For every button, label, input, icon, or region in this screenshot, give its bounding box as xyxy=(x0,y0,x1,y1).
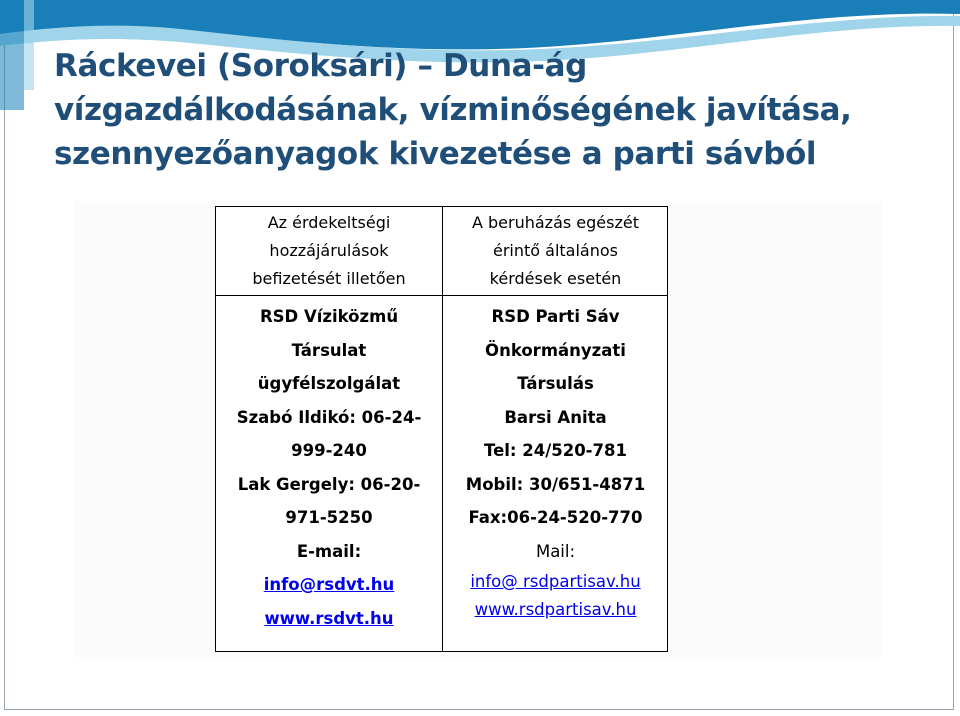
title-line-2: vízgazdálkodásának, vízminőségének javítása, xyxy=(54,92,852,128)
contact-column-rsd-parti-sav xyxy=(443,207,668,651)
contact-line: Mobil: 30/651-4871 xyxy=(465,474,646,494)
header-line: hozzájárulások xyxy=(269,241,389,260)
contact-line: 999-240 xyxy=(291,441,367,460)
column-header xyxy=(216,207,442,296)
contact-line: 971-5250 xyxy=(285,508,373,527)
contact-line: Barsi Anita xyxy=(504,407,607,427)
contact-table xyxy=(215,206,668,652)
email-link[interactable]: info@ rsdpartisav.hu xyxy=(470,572,641,591)
email-label: Mail: xyxy=(535,541,576,561)
org-name: Önkormányzati xyxy=(485,340,626,360)
contact-line: Lak Gergely: 06-20- xyxy=(237,474,421,494)
email-link[interactable]: info@rsdvt.hu xyxy=(263,575,395,594)
slide-title xyxy=(54,44,934,176)
email-label: E-mail: xyxy=(296,541,362,561)
column-header xyxy=(443,207,668,296)
org-name: Társulás xyxy=(517,374,594,393)
header-line: érintő általános xyxy=(493,241,618,260)
title-line-3: szennyezőanyagok kivezetése a parti sávból xyxy=(54,136,817,172)
header-line: befizetését illetően xyxy=(252,269,406,288)
header-line: Az érdekeltségi xyxy=(267,213,391,232)
contact-column-rsd-vizikozmu xyxy=(216,207,443,651)
contact-line: Fax:06-24-520-770 xyxy=(468,508,643,527)
org-name: RSD Víziközmű xyxy=(259,307,399,326)
header-line: kérdések esetén xyxy=(489,269,622,288)
contact-line: Tel: 24/520-781 xyxy=(484,441,627,460)
org-name: Társulat xyxy=(291,340,367,360)
column-body xyxy=(216,296,442,635)
org-name: ügyfélszolgálat xyxy=(257,374,401,393)
header-line: A beruházás egészét xyxy=(471,213,639,232)
org-name: RSD Parti Sáv xyxy=(491,307,620,326)
contact-line: Szabó Ildikó: 06-24- xyxy=(236,407,422,427)
column-body xyxy=(443,296,668,624)
website-link[interactable]: www.rsdvt.hu xyxy=(264,608,394,628)
title-line-1: Ráckevei (Soroksári) – Duna-ág xyxy=(54,48,587,84)
website-link[interactable]: www.rsdpartisav.hu xyxy=(474,600,637,619)
